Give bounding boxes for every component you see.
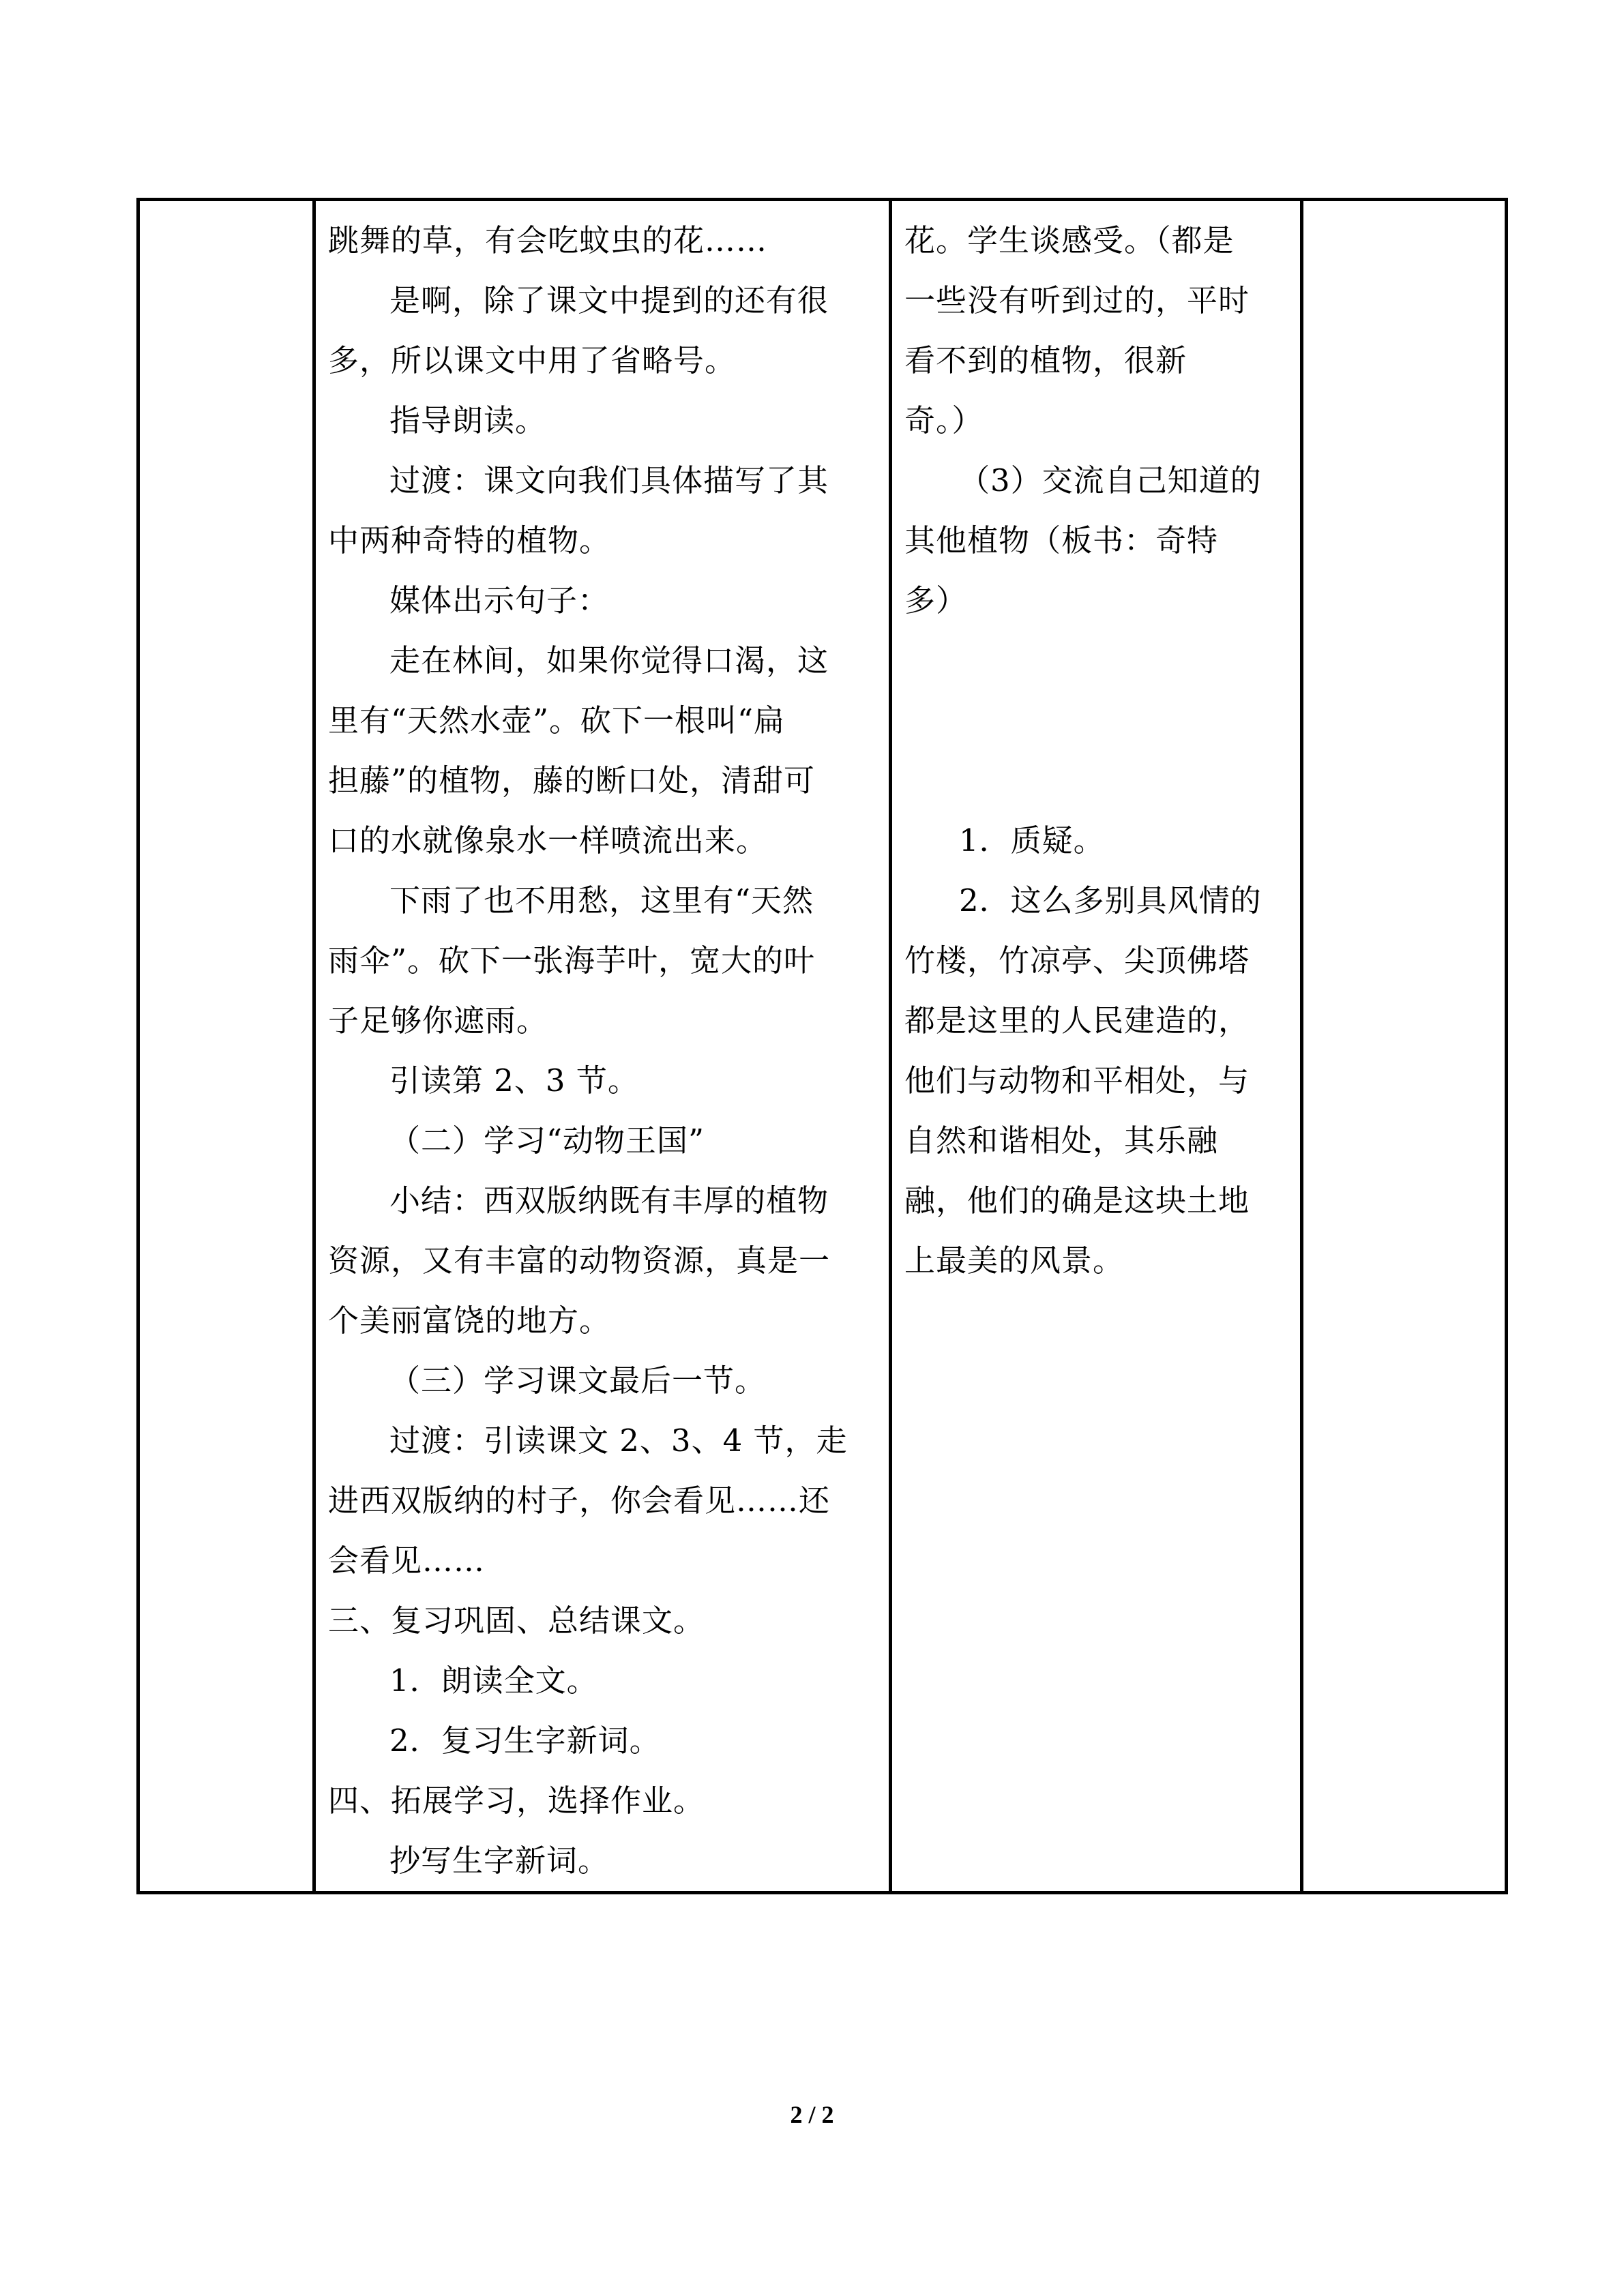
text-line: 个美丽富饶的地方。 xyxy=(328,1302,611,1339)
text-line: 是啊，除了课文中提到的还有很 xyxy=(389,282,829,318)
text-line: 雨伞”。砍下一张海芋叶，宽大的叶 xyxy=(328,942,816,979)
text-line: 里有“天然水壶”。砍下一根叫“扁 xyxy=(328,702,786,739)
cell-student-activity xyxy=(891,200,1302,1893)
text-line: 自然和谐相处，其乐融 xyxy=(904,1122,1219,1159)
student-activity-top xyxy=(904,211,1300,631)
text-line: 过渡：课文向我们具体描写了其 xyxy=(389,462,829,498)
text-line: 其他植物（板书：奇特 xyxy=(904,522,1219,558)
text-line: 多） xyxy=(904,582,968,618)
text-line: 2．这么多别具风情的 xyxy=(959,882,1262,919)
text-line: 小结：西双版纳既有丰厚的植物 xyxy=(389,1182,829,1219)
cell-teacher-activity xyxy=(314,200,891,1893)
text-line: 过渡：引读课文 2、3、4 节，走 xyxy=(389,1422,848,1459)
student-activity-text xyxy=(892,201,1300,1291)
cell-column-1 xyxy=(138,200,314,1893)
text-line: 都是这里的人民建造的， xyxy=(904,1002,1250,1039)
text-line: 走在林间，如果你觉得口渴，这 xyxy=(389,642,829,679)
text-line: 跳舞的草，有会吃蚊虫的花…… xyxy=(328,222,768,258)
text-line: 中两种奇特的植物。 xyxy=(328,522,611,558)
text-line: 奇。） xyxy=(904,402,984,438)
text-line: 子足够你遮雨。 xyxy=(328,1002,548,1039)
text-line: 下雨了也不用愁，这里有“天然 xyxy=(389,882,814,919)
text-line: 会看见…… xyxy=(328,1542,486,1579)
text-line: 三、复习巩固、总结课文。 xyxy=(328,1602,705,1639)
text-line: 看不到的植物，很新 xyxy=(904,342,1187,378)
table-row xyxy=(138,200,1507,1893)
text-line: 媒体出示句子： xyxy=(389,582,610,618)
text-line: 上最美的风景。 xyxy=(904,1242,1125,1279)
text-line: 引读第 2、3 节。 xyxy=(389,1062,639,1099)
text-line: 1．质疑。 xyxy=(959,822,1105,859)
cell-column-4 xyxy=(1302,200,1507,1893)
text-line: （二）学习“动物王国” xyxy=(389,1122,705,1159)
page-number: 2 / 2 xyxy=(790,2101,834,2128)
text-line: 口的水就像泉水一样喷流出来。 xyxy=(328,822,768,859)
text-line: 花。学生谈感受。（都是 xyxy=(904,222,1235,258)
text-line: 他们与动物和平相处，与 xyxy=(904,1062,1250,1099)
teacher-activity-text xyxy=(316,201,889,1891)
student-activity-bottom xyxy=(904,811,1300,1291)
text-line: （三）学习课文最后一节。 xyxy=(389,1362,767,1399)
text-line: 抄写生字新词。 xyxy=(389,1843,610,1879)
text-line: 1．朗读全文。 xyxy=(389,1663,598,1699)
text-line: 一些没有听到过的，平时 xyxy=(904,282,1250,318)
text-line: （3）交流自己知道的 xyxy=(959,462,1262,498)
text-line: 多，所以课文中用了省略号。 xyxy=(328,342,737,378)
text-line: 融，他们的确是这块土地 xyxy=(904,1182,1250,1219)
text-line: 四、拓展学习，选择作业。 xyxy=(328,1783,705,1819)
text-line: 担藤”的植物，藤的断口处，清甜可 xyxy=(328,762,816,799)
text-line: 指导朗读。 xyxy=(389,402,547,438)
text-line: 资源，又有丰富的动物资源，真是一 xyxy=(328,1242,831,1279)
lesson-plan-table xyxy=(136,198,1508,1894)
text-line: 2．复习生字新词。 xyxy=(389,1723,661,1759)
text-line: 进西双版纳的村子，你会看见……还 xyxy=(328,1482,831,1519)
text-line: 竹楼，竹凉亭、尖顶佛塔 xyxy=(904,942,1250,979)
